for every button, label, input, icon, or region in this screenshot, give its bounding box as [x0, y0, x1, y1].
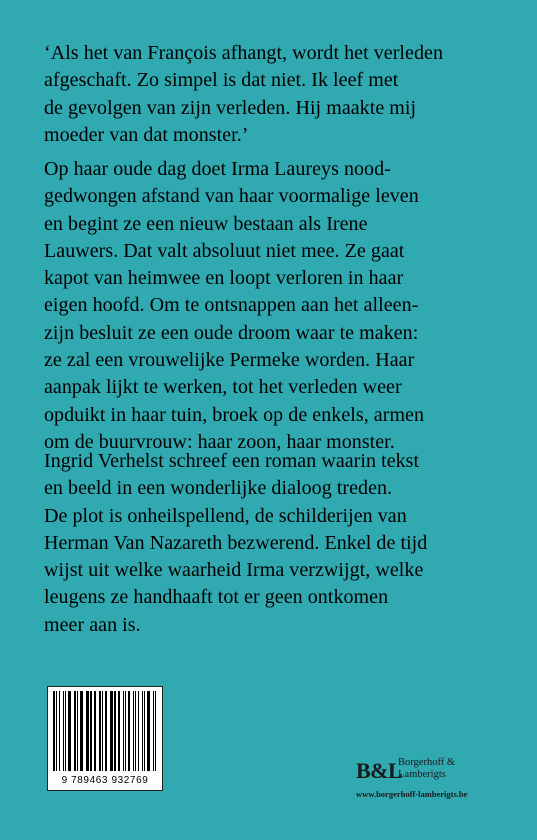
publisher-name: Borgerhoff & Lamberigts: [398, 757, 456, 780]
barcode-bar: [77, 691, 78, 771]
barcode-bar: [110, 691, 113, 771]
barcode-bar: [118, 691, 120, 771]
barcode-bar: [80, 691, 83, 771]
quote-text: ‘Als het van François afhangt, wordt het verleden afgeschaft. Zo simpel is dat niet. Ik leef met de gevolgen van zijn verleden. Hij maakte mij moeder van dat monster.’: [44, 42, 443, 146]
barcode-bar: [90, 691, 92, 771]
barcode-bar: [105, 691, 107, 771]
barcode-bar: [153, 691, 154, 771]
barcode-bar: [138, 691, 139, 771]
publisher-url: www.borgerhoff-lamberigts.be: [356, 789, 468, 799]
barcode-bar: [94, 691, 96, 771]
barcode-bar: [74, 691, 76, 771]
barcode-bar: [144, 691, 145, 771]
blurb-paragraph-2: Ingrid Verhelst schreef een roman waarin tekst en beeld in een wonderlijke dialoog treden. De plot is onheilspellend, de schilderijen van Herman Van Nazareth bezwerend. Enkel de tijd wijst uit welke waarheid Irma verzwijgt, welke leugens ze handhaaft tot er geen ontkomen meer aan is.: [44, 450, 428, 636]
barcode-bar: [86, 691, 89, 771]
barcode-bar: [102, 691, 103, 771]
publisher-logo: [356, 748, 506, 798]
barcode-bar: [155, 691, 156, 771]
barcode-bars: [52, 691, 158, 775]
barcode-bar: [142, 691, 143, 771]
barcode-bar: [59, 691, 60, 771]
barcode-bar: [68, 691, 71, 771]
barcode-bar: [125, 691, 126, 771]
blurb-paragraph-1: Op haar oude dag doet Irma Laureys nood- gedwongen afstand van haar voormalige leven en begint ze een nieuw bestaan als Irene Lauwers. Dat valt absoluut niet mee. Ze gaat kapot van heimwee en loopt verloren in haar eigen hoofd. Om te ontsnappen aan het alleen- zijn besluit ze een oude droom waar te maken: ze zal een vrouwelijke Permeke worden. Haar aanpak lijkt te werken, tot het verleden weer opduikt in haar tuin, broek op de enkels, armen om de buurvrouw: haar zoon, haar monster.: [44, 158, 425, 453]
publisher-mark: B&L: [356, 758, 403, 783]
barcode: [47, 686, 163, 791]
barcode-bar: [114, 691, 116, 771]
barcode-bar: [65, 691, 66, 771]
barcode-bar: [135, 691, 136, 771]
barcode-bar: [56, 691, 57, 771]
isbn-digits: 9 789463 932769: [61, 775, 149, 786]
barcode-bar: [147, 691, 150, 771]
barcode-bar: [133, 691, 134, 771]
barcode-bar: [53, 691, 55, 771]
barcode-bar: [123, 691, 124, 771]
barcode-bar: [63, 691, 64, 771]
barcode-bar: [99, 691, 101, 771]
barcode-bar: [128, 691, 130, 771]
